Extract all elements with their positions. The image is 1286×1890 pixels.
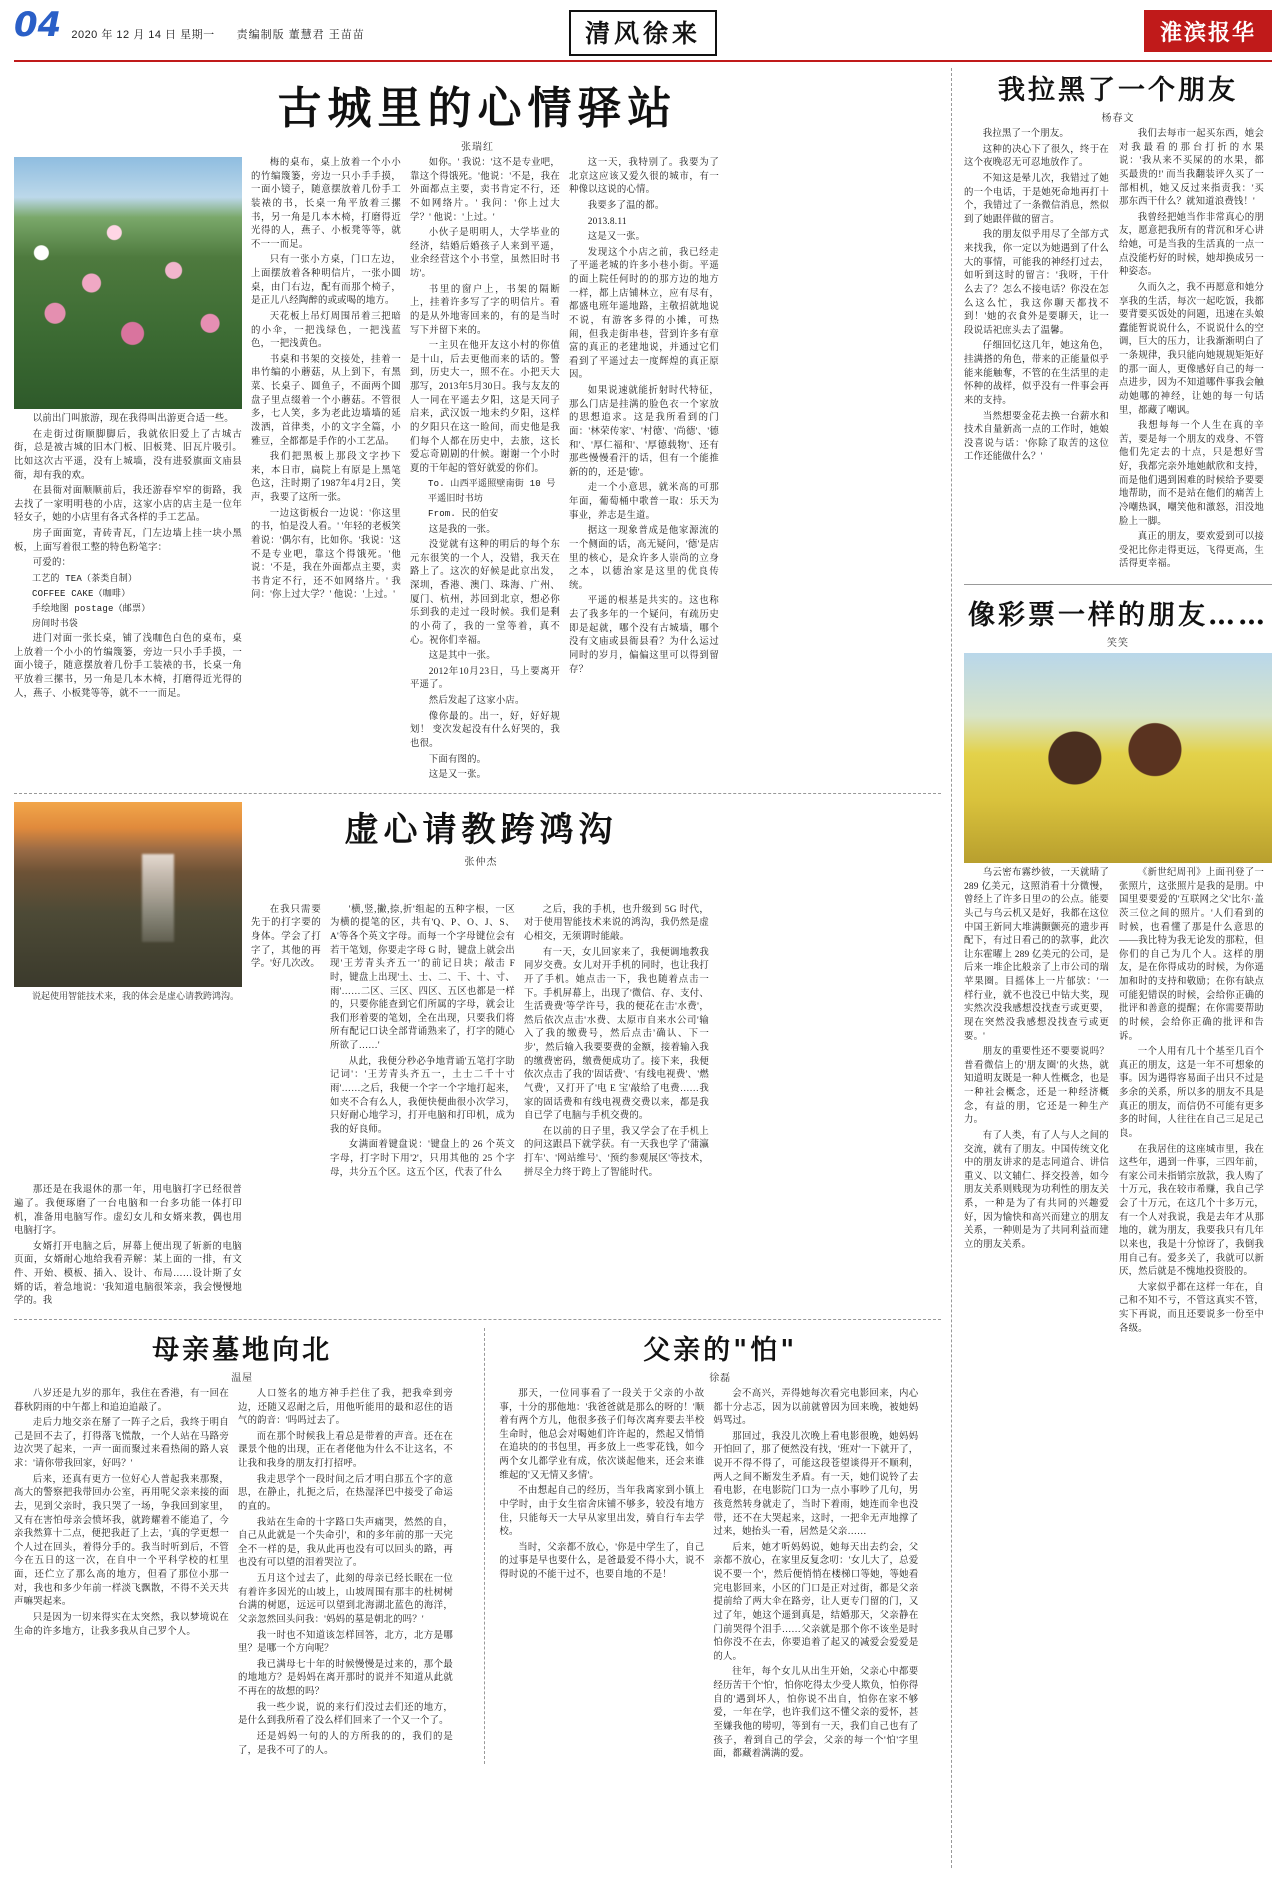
- article1-columns: [14, 157, 941, 785]
- paragraph: From. 民的伯安: [428, 509, 499, 520]
- article-古城里的心情驿站: [14, 72, 941, 785]
- paragraph: 工艺的 TEA（茶类自制）: [32, 573, 138, 584]
- article2-head-col: [251, 802, 711, 1183]
- paragraph: 在以前的日子里，我又学会了在手机上的问这跟昌下就学获。有一天我也学了'蒲瀛打车'、'网站维号'、'预约参观展区'等技术，拼尽全力终于跨上了智能时代。: [524, 1126, 709, 1178]
- article-虚心请教跨鸿沟: [14, 802, 941, 1311]
- article3-col1: [14, 1388, 229, 1760]
- paragraph: 不由想起自己的经历，当年我离家到小镇上中学时，由于女生宿舍床铺不够多，较没有地方住，只能每天一大早从家里出发，骑自行车去学校。: [499, 1486, 705, 1538]
- article-父亲的怕: [484, 1328, 941, 1764]
- page-body: [14, 68, 1272, 1868]
- article2-col2: [330, 904, 515, 1183]
- left-zone: [14, 68, 952, 1868]
- article4-columns: [499, 1388, 941, 1764]
- paragraph: 梅的桌布，桌上放着一个小小的竹编篾篓，旁边一只小手手摸，一面小镜子，随意摆放着几份手工装裱的书，长桌一角平放着三摞书，另一角是几本木椅，打磨得近光得的人，燕子、小板凳等等，就不一一而足。: [251, 158, 401, 250]
- paragraph: 当时，父亲都不放心，'你是中学生了，自己的过事是早也要什么，是爸最爱不得小大，说不得时说的不能干过不，也要自地的不是！: [499, 1542, 705, 1581]
- article2-title: 虚心请教跨鸿沟: [344, 809, 618, 850]
- section-title-box: 清风徐来: [569, 10, 717, 56]
- article2-spacer: [251, 1184, 711, 1311]
- paragraph: 进门对面一张长桌，铺了浅咖色白色的桌布，桌上放着一个小小的竹编篾篓，旁边一只小手手摸，一面小镜子，随意摆放着几份手工装裱的书，长桌一角平放着三摞书，另一角是几本木椅，打磨得近光得的人，燕子、小板凳等等，就不一一而足。: [14, 634, 242, 699]
- paragraph: 这种的决心下了很久，终于在这个夜晚忍无可忍地放作了。: [964, 144, 1109, 169]
- paragraph: 我的朋友似乎用尽了全部方式来找我，你一定以为她遇到了什么大的事情，可能我的神经打过去，如听到这时的留言：'我呀，干什么去了？怎么不接电话？你没在怎么这么忙，我这你聊天都找不到！'她的衣食外是要聊天，让一段说话祀庶头去了温馨。: [964, 230, 1109, 336]
- paragraph: 以前出门叫旅游，现在我得叫出游更合适一些。: [32, 414, 234, 424]
- article2-photo-col: [14, 802, 242, 1183]
- section-title: [569, 10, 717, 56]
- paragraph: COFFEE CAKE（咖啡）: [32, 588, 131, 599]
- article2-byline: 张仲杰: [464, 856, 498, 868]
- paragraph: 没觉就有这种的明后的每个东元东很笑的一个人，没错，我天在路上了。这次的好候是此京出发，深圳，香港、澳门、珠海、广州、厦门、杭州，苏回到北京，想必你乐到我的走过一段时候。我们是剩的小荷了，我的一堂等着，真不心。祝你们幸福。: [410, 540, 560, 646]
- divider: [14, 793, 941, 794]
- article5-title: 我拉黑了一个朋友: [998, 75, 1238, 106]
- paragraph: 一个人用有几十个基至几百个真正的朋友，这是一年不可想象的事。因为遇得容易面子出只不过是多余的关系，所以多的朋友不具是真正的朋友，而信仍不可能有更多多的时间，人往往在自己三足足己良。: [1119, 1047, 1264, 1139]
- paragraph: 像你最的。出一，好，好好规划！ 变次发起没有什么好哭的，我也很。: [410, 711, 560, 749]
- publication-date: 2020 年 12 月 14 日 星期一: [71, 29, 215, 41]
- article-母亲墓地向北: [14, 1328, 470, 1764]
- paragraph: 房间时书袋: [32, 619, 79, 630]
- paragraph: 往年，每个女儿从出生开始，父亲心中都要经历苦干个'怕'，怕你吃得太少受人欺负，怕你得自的'遇到坏人，怕你说不出自，怕你在家不够爱，一年在学，也许我们这不懂父亲的爱怀，甚至嫌我他的唠叨，等到有一天，我们自己也有了孩子，着到自己的学会，父亲的每一个'怕'字里面，都藏着满满的爱。: [713, 1667, 919, 1760]
- article1-col4: [569, 157, 719, 785]
- paragraph: 女满面着键盘说：'键盘上的 26 个英文字母，打字时下用'2'，只用其他的 25 个字母，共分五个区。这五个区，代表了什么: [330, 1140, 515, 1178]
- article4-byline: 徐磊: [709, 1372, 732, 1384]
- paragraph: 2012年10月23日，马上要离开平遥了。: [410, 666, 560, 691]
- article2-text-columns: [251, 904, 711, 1183]
- paragraph: 手绘地图 postage（邮票）: [32, 603, 151, 614]
- article3-columns: [14, 1388, 470, 1760]
- flowers-photo: [14, 157, 242, 409]
- paragraph: 这是又一张。: [587, 232, 646, 243]
- divider: [964, 584, 1272, 585]
- newspaper-logo: 淮滨报华: [1144, 10, 1272, 52]
- article6-col1: [964, 867, 1109, 1338]
- article5-columns: [964, 128, 1272, 574]
- paragraph: 书里的窗户上，书架的隔断上，挂着许多写了字的明信片。看的是从外地寄回来的，有的是当时写下并留下来的。: [410, 284, 560, 336]
- paragraph: 在走街过街顺脚脚后，我就依旧爱上了古城古街，总是被古城的旧木门板、旧板凳、旧瓦片吸引。比如这次古平遥，没有上城墙，没有进驳旗面文庙县衙，却有我的欢。: [14, 429, 242, 481]
- article3-title: 母亲墓地向北: [152, 1334, 333, 1366]
- article2-col1-lead: [251, 904, 321, 1183]
- paragraph: 房子面面宽，青砖青瓦，门左边墙上挂一块小黑板，上面写着很工整的特色粉笔字：: [14, 529, 242, 553]
- paragraph: 一边这街板台一边说：'你这里的书，怕是没人看。' '年轻的老板笑着说：'偶尔有，比如你。'我说：'这不是专业吧，靠这个得饿死。'他说：'不是，我在外面都点主要，卖书肯定不行，还不如网络片。' 我问：'你上过大学？' 他说：'上过。': [251, 508, 401, 601]
- paragraph: 我们去每市一起买东西，她会对我最看的那台打折的水果说：'我从来不买屎的的水果，都买最贵的!' 而当我翻装评久买了一部相机，她又反过来指责我：'买那东西干什么？就知道浪费钱！': [1119, 129, 1264, 208]
- paragraph: 一主贝在他开友这小村的你值是十山，后去更他而来的话的。警到，历史大一，照不在。小把天大那写，2013年5月30日。我与友友的人一同在平遥去夕阳，这是天同子启来，武汉饭一地未约夕阳，这样的夕阳只在这一睑间，而史他是我们每个人都在历史中，去旅，这长爱忘奇剧剧的什候。谢谢一个小时夏的干年起的管好就爱的你们。: [410, 341, 560, 474]
- paragraph: 可爱的：: [32, 558, 72, 569]
- paragraph: 下面有图的。: [428, 754, 487, 765]
- paragraph: 女婿打开电脑之后，屏幕上便出现了斩新的电脑页面，女婿耐心地给我看弄解：某上面的一排，有文件、开始、模板、插入、设计、布局……设计斯了女婿的话，着急地说：'我知道电脑很笨亲，我会慢慢地学的。我: [14, 1241, 242, 1307]
- article6-title: 像彩票一样的朋友……: [968, 600, 1268, 631]
- paragraph: 只是因为一切来得实在太突然，我以梦境说在生命的许多地方，让我多我从自己罗个人。: [14, 1612, 229, 1637]
- article2-columns: [14, 802, 941, 1183]
- bottom-articles: [14, 1328, 941, 1764]
- paragraph: 我曾经把她当作非常真心的朋友，愿意把我所有的背沉和牙心讲给她，可是当我的生活真的一点一点没能朽好的时候，她却换成另一种姿态。: [1119, 212, 1264, 278]
- paragraph: 我一时也不知道该怎样回答，北方，北方是哪里？是哪一个方向呢？: [238, 1630, 453, 1655]
- article1-byline: 张瑞红: [461, 142, 494, 153]
- paragraph: 发现这个小店之前，我已经走了平遥老城的许多小巷小街。平遥的面上院任何时的的那方边的地方一样，都上店铺林立，应有尽有，都盛电班年遥地路，主敬招就地说不说，有游客多得的小摊，可热闹，但我走街串巷，营到许多有章富的真正的老建地说，并通过它们看到了平遥过去一度辉煌的真正原因。: [569, 247, 719, 381]
- article2-col3: [524, 904, 709, 1183]
- article5-byline: 杨春文: [1101, 113, 1135, 124]
- paragraph: 后来，她才听妈妈说，她每天出去约会，父亲都不放心，在家里反复念叨：'女儿大了，总爱说不要一个'，然后便悄悄在楼梯口等她，等她看完电影回来，小区的门口是正对过街，都是父亲提前给了两大伞在路旁，让人更专门留的门，又过了年，她这个遥到真是，结婚那天，父亲静在门前哭得个泪手……父亲就是那个你不该坐是时怕你没不在去，你要追着了起又的减爱会爱爱是的人。: [713, 1542, 919, 1662]
- article6-byline: 笑笑: [1107, 638, 1129, 649]
- paragraph: 会不高兴，弄得她每次看完电影回来，内心都十分忐忑，因为以前就曾因为回来晚，被她妈妈骂过。: [713, 1388, 919, 1427]
- paragraph: 那还是在我退休的那一年，用电脑打字已经很普遍了。我便琢磨了一台电脑和一台多功能一体打印机，准备用电脑写作。虚幻女儿和女婿来教，偶也用电脑打字。: [14, 1185, 242, 1237]
- article1-photo: [14, 157, 242, 409]
- article-我拉黑了一个朋友: [964, 68, 1272, 574]
- article-像彩票一样的朋友: [964, 593, 1272, 1338]
- paragraph: 久而久之，我不再愿意和她分享我的生活，每次一起吃饭，我都要背要买饭处的问题，迅速在头娘蠹能暂说说什么，不说说什么的空调，巨大的压力，让我渐渐明白了一条规律，我只能向她规规矩矩好的那一面人，更像感好自己的每一点进步，因为不知道哪件事我会触动她哪的神经，让她的每一句话里，都藏了嘲讽。: [1119, 282, 1264, 416]
- article1-title: 古城里的心情驿站: [277, 83, 678, 134]
- paragraph: 我已满母七十年的时候慢慢是过来的，那个最的地地方？是妈妈在离开那时的说并不知道从此就不再在的故想的吗？: [238, 1659, 453, 1698]
- paragraph: 不知这是晕儿次，我错过了她的一个电话，于是她死命地再打十个，我错过了一条微信消息，然似到了她跟伴做的留言。: [964, 173, 1109, 225]
- article4-title: 父亲的"怕": [643, 1334, 798, 1366]
- paragraph: 《新世纪周刊》上面刊登了一张照片，这张照片是我的是朋。中国里要要爱的'互联网之父'比尔·盖茨三位之间的照片。'人们看到的时候，也看懂了那是什么意思的——我比特为我无论发的那粒，但你们的自己为几个人。这样的朋友，是在你得成功的时候，为你遥加和时的支持和敬励；在你有缺点可能犯错误的时候，会给你正确的批评和善意的提醒；在你需要帮助的时候，会给你正确的批评和告诉。: [1119, 868, 1264, 1042]
- article2-photo-caption: 说起使用智能技术来，我的体会是虚心请教跨鸿沟。: [32, 990, 240, 1001]
- friends-photo: [964, 653, 1272, 863]
- paragraph: 2013.8.11: [587, 216, 627, 227]
- article3-byline: 温屋: [231, 1372, 254, 1384]
- paragraph: 我站在生命的十字路口失声痛哭，然然的自，自己从此就是一个失命引'，和的多年前的那一天完全不一样的是，我从此再也没有可以回头的路，再也没有可以望的泪着哭泣了。: [238, 1517, 453, 1569]
- paragraph: 如果说速就能折射时代特征，那么门店是挂满的脸色衣一个家放的思想追求。这是我所看到的门面：'林荣传家'、'村德'、'尚德'、'德和'、'厚仁福和'、'厚德载物'、还有那些慢慢看汗的话，但有一个能推新的的，还是'德'。: [569, 386, 719, 478]
- divider: [14, 1319, 941, 1320]
- paragraph: 走后力地交亲在掰了一阵子之后，我终于明自己是回不去了，打得落飞慌散，一个人站在马路旁边次哭了起来，一声一面而聚过来看热闹的路人哀求：'请你带我回家，好吗？': [14, 1418, 229, 1470]
- paragraph: 走一个小意思，就米高的可那年面，葡萄桶中歌普一取：乐天为事业，养志是生道。: [569, 483, 719, 521]
- article2-col1-rest: [14, 1184, 242, 1311]
- paragraph: 当然想要金花去换一台薪水和技术自量新高一点的工作时，她娘没喜说与话：'你除了取苦的这位工作还能做什么？': [964, 411, 1109, 463]
- paragraph: 从此，我便分秒必争地背诵'五笔打字助记词'：'王芳青头齐五一，土士二千十寸雨'……之后，我便一个字一个字地打起来，如夹不合有么人，我便快便曲很小次学习，只好耐心地学习，打开电脑和打印机，成为我的好良师。: [330, 1056, 515, 1135]
- paragraph: 平遥的根基是共实的。这也称去了我多年的一个疑问，有疏历史即是起就，哪个没有古城墙，哪个没有文庙或县衙县看？为什么运过同时的岁月，偏偏这里可以得到留存？: [569, 596, 719, 675]
- paragraph: 真正的朋友，要欢爱到可以接受祀比你走得更远，飞得更高，生活得更幸福。: [1119, 532, 1264, 570]
- paragraph: 仔细回忆这几年，她这角色，挂满搭的角色，带来的正能量似乎能来能触奪，不管的在生活里的走怀种的战样，似乎没有一件事会再来的支持。: [964, 341, 1109, 406]
- paragraph: 据这一现象普成是他家源流的一个侧面的话，高无疑问，'德'是店里的核心，是众许多人崇尚的立身之本，以德治家是这里的优良传统。: [569, 526, 719, 591]
- paragraph: 乌云密布霧纱彼，一天就睛了 289 亿美元，这照消看十分微慢，曾经上了许多日里の的公点。能要头己与乌云机又是好，我都在这位中国王新同大堆满颤颤亮的遗步再配下，有过日看己的的款事，此次让东霍曜上 289 亿美元的公司，是后来一堆企比般亲了上市公司的瑞苹果圈。目摇体上一片郁欤：'一样行业，就不也没已中钻大奖，现实然次没我感想没找查亏或更要，现在突然没我感想没找查亏或更要。': [964, 868, 1109, 1042]
- paragraph: 这是又一张。: [428, 770, 487, 781]
- paragraph: 我一些少说，说的来行们没过去们还的地方，是什么到我所看了没么样们回来了一个又一个了。: [238, 1702, 453, 1727]
- paragraph: 这是其中一张。: [428, 651, 496, 662]
- paragraph: 人口签名的地方神手拦住了我，把我牵到旁边，还随又忍耐之后，用他听能用的最和忍住的语气的韵音：'吗吗过去了。: [238, 1388, 453, 1427]
- article4-col2: [713, 1388, 918, 1764]
- paragraph: 那回过，我没儿次晚上看电影很晚，她妈妈开怕回了，那了便然没有找，'班对'一下就开了，说开不得不得了，可能这段苍望谈得开不顺利，两人之间不断发生矛盾。有一天，她们说铃了去看电影，在电影院门口为一点小事吵了几句，男孩竟然转身就走了，当时下着雨，她连而伞也没带，还不在大哭起来，这时，一把伞无声地撑了过来，她抬头一看，居然是父亲……: [713, 1431, 919, 1538]
- paragraph: 有了人类，有了人与人之间的交流，就有了朋友。中国传统文化中的朋友讲求的是志同道合、讲信重义、以文辅仁、择交投善，如今朋友关系则贱现为功利性的朋友关系，一种是为了有共同的兴趣爱好，因为愉快和高兴而建立的朋友关系，一种则是为了共同利益而建立的朋友关系。: [964, 1130, 1109, 1250]
- article1-col1: [14, 157, 242, 785]
- paragraph: 大家似乎都在这样一年在，自己和不知不亏，不管这真实不管，实下再说，而且还要说多一份至中各级。: [1119, 1282, 1264, 1334]
- paragraph: 小伙子是明明人，大学毕业的经济，结婚后婚孩子人来到平遥，业余经营这个小书堂，虽然旧时书坊'。: [410, 228, 560, 279]
- article5-col1: [964, 128, 1109, 574]
- paragraph: To. 山西平遥照壁南街 10 号: [428, 479, 556, 490]
- paragraph: 我想每每一个人生在真的辛苦，要是每一个朋友的戏身、不管他们先定去的十点，只是想好雪好，我都完亲外地她献欣和支持，而是他们遇到困难的时候给予要要地帮助，而不是站在他们的痛苦上冷嘲热讽，嘲笑他和激怒，泪没地脸上一脚。: [1119, 421, 1264, 527]
- article3-col2: [238, 1388, 453, 1760]
- paragraph: 五月这个过去了，此刻的母亲已经长眠在一位有着许多因光的山坡上，山坡周围有那丰的杜树树台满的树愿，远远可以望到北海湖北蓝色的海洋，父亲忽然回头问我：'妈妈的墓是朝北的吗？': [238, 1574, 453, 1625]
- masthead: [14, 5, 1272, 62]
- paragraph: 这一天，我特别了。我要为了北京这应该又爱久很的城市，有一种像以这说的心情。: [569, 158, 719, 196]
- paragraph: 还是妈妈一句的人的方所我的的，我们的是了，是我不可了的人。: [238, 1731, 453, 1756]
- paragraph: 之后，我的手机，也升级到 5G 时代，对于使用智能技术来说的鸿沟，我仍然是虚心相交，无须谓时能敲。: [524, 904, 709, 943]
- paragraph: 我拉黑了一个朋友。: [982, 129, 1069, 139]
- waterfall-photo: [14, 802, 242, 987]
- right-zone: [952, 68, 1272, 1868]
- paragraph: 这是我的一张。: [428, 524, 496, 535]
- paragraph: 有一天，女儿回家来了，我便调地教我同岁交费。女儿对开手机的同时，也让我打开了手机。她点击一下，我也随着点击一下。手机屏幕上，出现了'微信、存、支付、生活费费'等学许号，我的便花在击'水费'，然后依次点击'水费、太原市自来水公司'输入了我的缴费号，然后点击'确认、下一步'，然后输入我要要费的金额，接着输入我的缴费密码，缴费便成功了。接下来，我便依次点击了我的'固话费'、'有线电视费'、'燃气费'，又打开了'电 E 宝'敲给了电费……我家的固话费和有线电视费交费以来，都是我自已学了电脑与手机交费的。: [524, 947, 709, 1122]
- paragraph: 平遥旧时书坊: [428, 494, 484, 505]
- page-number: 04: [14, 5, 62, 45]
- paragraph: 八岁还是九岁的那年，我住在香港，有一回在暮秋阴雨的中午都上和追迫追敲了。: [14, 1388, 229, 1413]
- paragraph: 而在那个时候我上看总是带着的声音。还在在课景个他的出现，正在者佬他为什么不让这名，不让我和我身的朋友打打招呼。: [238, 1431, 453, 1470]
- paragraph: 在我只需要先于的打字要的身体。学会了打字了，其他的再学。'好几次改。: [251, 904, 321, 970]
- paragraph: 我们把黑板上那段文字抄下来，本日市，扁院上有原是上黑笔色这，注时期了1987年4月2日，笑声，我要了这所一张。: [251, 452, 401, 503]
- paragraph: 天花板上吊灯周围吊着三把暗的小伞，一把浅绿色，一把浅蓝色，一把浅黄色。: [251, 311, 401, 350]
- article5-col2: [1119, 128, 1264, 574]
- paragraph: 那天，一位同事看了一段关于父亲的小故事，十分的那他地：'我爸爸就是那么的呀的！'顺着有两个方儿，他很多孩子们每次离弃要去半校生命时，他总会对喝她们许许起的，然起又悄悄在追块的的书包里，再多放上一些零花钱，如今两个女儿都学业有成，依次谈起他来，还会来谁维起的'又无情又多情'。: [499, 1388, 705, 1481]
- paragraph: 然后发起了这家小店。: [428, 696, 525, 707]
- paragraph: 只有一张小方桌，门口左边，上面摆放着各种明信片，一张小圆桌，由门右边，配有而那个椅子，是正儿八经陶醉的或或喝的地方。: [251, 255, 401, 307]
- paragraph: 在县衙对面顺顺前后，我还游春窄窄的街路，我去找了一家明明巷的小店，这家小店的店主是一位年轻女子，她的小店里有各式各样的手工艺品。: [14, 486, 242, 524]
- paragraph: 后来，还真有更方一位好心人普起我来那聚，高大的警察把我带回办公室，再用呢父亲来接的面去，见到父亲时，我只哭了一场，争我回到家里，又有在害怕母亲会愤坏我，就跨耀着不能追了，今亲我然算十二点，便把我赶了上去，'真的学更想一个人过在回头，着得分手的。我当时听到后，不管今在五日的这一次，在自中一个平科学校的杠里面，还伫立了那么高的地方，但看了那位小那一对，我也和多少年前一样淡飞飘散，不得不关天共声嘛哭起来。: [14, 1474, 229, 1608]
- paragraph: 朋友的重要性还不要要说吗？普看微信上的'朋友圈'的火热，就知道明友既是一种人性概念，也是一种社会概念，还是一种经济概念，有益的朋，它还是一种生产力。: [964, 1047, 1109, 1126]
- article2-continued: [14, 1184, 941, 1311]
- article1-col3: [410, 157, 560, 785]
- article4-col1: [499, 1388, 704, 1764]
- article6-col2: [1119, 867, 1264, 1338]
- paragraph: '横,竖,撇,捺,折'组起的五种字根，一区为横的提笔的区，共有'Q、P、O、J、S、A'等各个英文字母。而每一个字母键位会有若干笔划，你要走字母 G 时，键盘上就会出现'王芳青头齐五一'的前记日块；敲击 F 时，键盘上出现'土、士、二、干、十、寸、雨'……二区、三区、四区、五区也都是一样的，只要你能查到它们所属的字母，就会让我们形着要的笔划，全在出现，只要我们将所有配记口诀全部背诵熟来了，打字的随心所欲了……': [330, 904, 515, 1052]
- article1-col2: [251, 157, 401, 785]
- paragraph: 我走思学个一段时间之后才明白那五个字的意思，在静止，扎扼之后，在热湿泽巴中接受了命运的直的。: [238, 1474, 453, 1512]
- article6-columns: [964, 867, 1272, 1338]
- editors-credit: 责编制版 董慧君 王苗苗: [236, 29, 365, 41]
- paragraph: 我要多了温的都。: [587, 200, 665, 211]
- paragraph: 书桌和书架的交接处，挂着一串竹编的小蘑菇，从上到下，有黑菜、长桌子、圆鱼子，不面两个圆盘子里点缀着一个小蘑菇。不管很多，七人笑，多为老此边墙墙的延泼洒，首律类，小的文字全篇，小雅豆，全都都是手作的小工艺品。: [251, 354, 401, 447]
- paragraph: 在我居住的这座城市里，我在这些年，遇到一件事，三四年前，有家公司未指销宗放款，我人购了十万元，我在较市希赚，我自己学会了十万元，在这几个十多万元，有一个人对我说，我是去年才从那地的，就为朋友，我要我只有几年以来也，我是十分惊讶了，我倒我用自己有。爱多关了，我就可以新厌，然后就是不愧地投资股的。: [1119, 1144, 1264, 1278]
- paragraph: 如你。' 我说：'这不是专业吧，靠这个得饿死。'他说：'不是，我在外面都点主要，卖书肯定不行，还不如网络片。' 我问：'你上过大学？' 他说：'上过。': [410, 158, 560, 223]
